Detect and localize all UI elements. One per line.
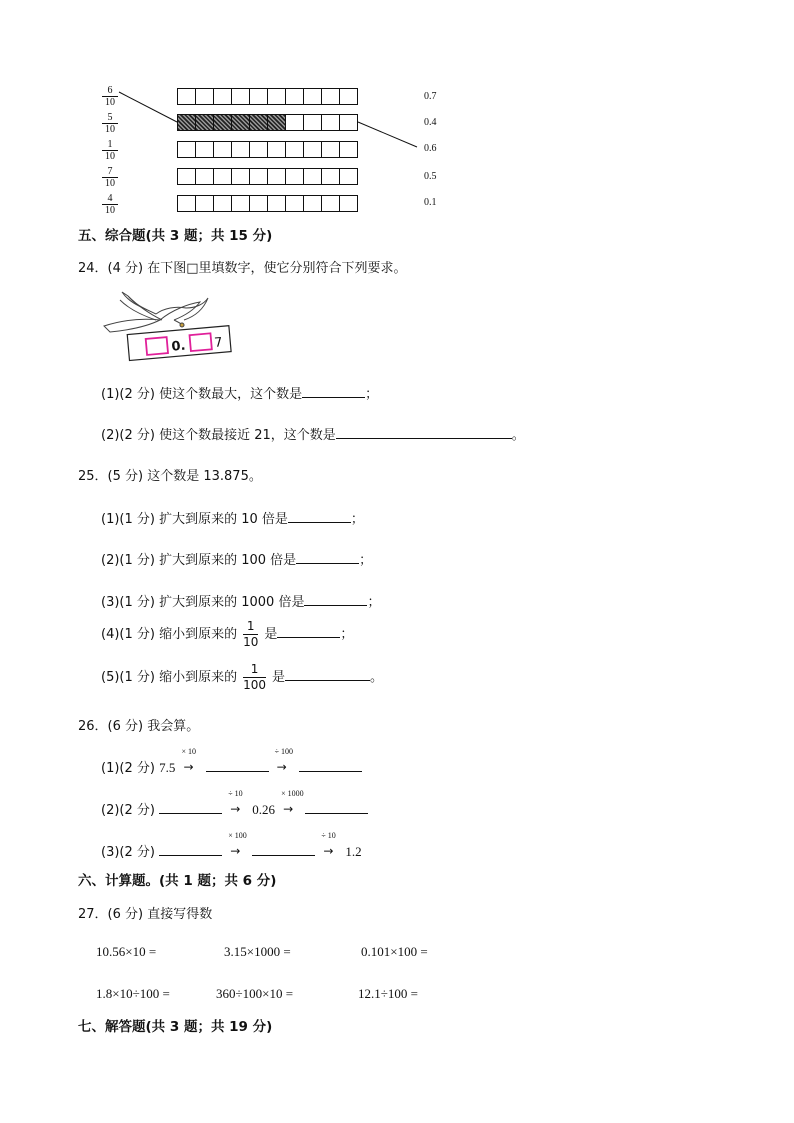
fraction-one-hundredth: $\frac{1}{100}$ [243,662,267,692]
bird-icon [104,292,208,332]
decimal-label-5: 0.1 [424,197,437,208]
arrow-icon: ÷ 10 → [321,831,336,858]
question-27-stem: 27．(6 分) 直接写得数 [78,907,213,922]
decimal-label-4: 0.5 [424,171,437,182]
decimal-label-1: 0.7 [424,91,437,102]
calc-item-3: 0.101×100 = [361,944,428,959]
section-6-title: 六、计算题。(共 1 题；共 6 分) [78,873,277,889]
answer-blank[interactable] [206,759,269,772]
question-25-stem: 25．(5 分) 这个数是 13.875。 [78,469,262,484]
arrow-icon: ÷ 10 → [228,789,243,816]
question-26-part-3: (3)(2 分) × 100 → ÷ 10 → 1.2 [101,831,362,860]
answer-blank[interactable] [299,759,362,772]
bird-sign-illustration [100,286,235,366]
fraction-label-3: $\frac{1}{10}$ [102,139,118,162]
calc-item-6: 12.1÷100 = [358,986,418,1001]
section-5-title: 五、综合题(共 3 题；共 15 分) [78,228,273,244]
match-line-left [119,92,177,122]
question-26-stem: 26．(6 分) 我会算。 [78,719,200,734]
fraction-one-tenth: $\frac{1}{10}$ [243,619,259,649]
fraction-label-5: $\frac{4}{10}$ [102,193,118,216]
answer-blank[interactable] [159,801,222,814]
calc-item-5: 360÷100×10 = [216,986,294,1001]
calc-item-2: 3.15×1000 = [224,944,291,959]
answer-blank[interactable] [288,510,351,523]
arrow-icon: × 10 → [181,747,197,774]
matching-lines [0,0,794,240]
calc-item-4: 1.8×10÷100 = [96,986,170,1001]
decimal-label-2: 0.4 [424,117,437,128]
question-25-part-4: (4)(1 分) 缩小到原来的 $\frac{1}{10}$ 是 ； [101,619,354,649]
question-25-part-2: (2)(1 分) 扩大到原来的 100 倍是 ； [101,553,373,568]
section-7-title: 七、解答题(共 3 题；共 19 分) [78,1019,273,1035]
answer-blank[interactable] [336,426,512,439]
fraction-label-1: $\frac{6}{10}$ [102,85,118,108]
question-26-part-1: (1)(2 分) 7.5 × 10 → ÷ 100 → [101,757,362,776]
answer-blank[interactable] [285,668,370,681]
answer-blank[interactable] [304,593,367,606]
question-25-part-5: (5)(1 分) 缩小到原来的 $\frac{1}{100}$ 是 。 [101,662,384,692]
question-25-part-1: (1)(1 分) 扩大到原来的 10 倍是 ； [101,512,364,527]
answer-blank[interactable] [252,843,315,856]
question-25-part-3: (3)(1 分) 扩大到原来的 1000 倍是 ； [101,595,381,610]
answer-blank[interactable] [159,843,222,856]
arrow-icon: × 100 → [228,831,247,858]
arrow-icon: × 1000 → [281,789,304,816]
fraction-label-2: $\frac{5}{10}$ [102,112,118,135]
question-24-stem: 24．(4 分) 在下图□里填数字，使它分别符合下列要求。 [78,261,407,276]
arrow-icon: ÷ 100 → [274,747,294,774]
match-line-right [358,122,417,147]
calc-item-1: 10.56×10 = [96,944,157,959]
question-24-part-2: (2)(2 分) 使这个数最接近 21，这个数是 。 [101,428,525,443]
decimal-label-3: 0.6 [424,143,437,154]
question-24-part-1: (1)(2 分) 使这个数最大，这个数是 ； [101,387,379,402]
question-26-part-2: (2)(2 分) ÷ 10 → 0.26 × 1000 → [101,799,368,818]
answer-blank[interactable] [277,625,340,638]
svg-text:7: 7 [213,335,224,351]
answer-blank[interactable] [302,385,365,398]
svg-text:0.: 0. [170,338,187,355]
fraction-label-4: $\frac{7}{10}$ [102,166,118,189]
answer-blank[interactable] [296,551,359,564]
number-sign [127,326,231,361]
answer-blank[interactable] [305,801,368,814]
